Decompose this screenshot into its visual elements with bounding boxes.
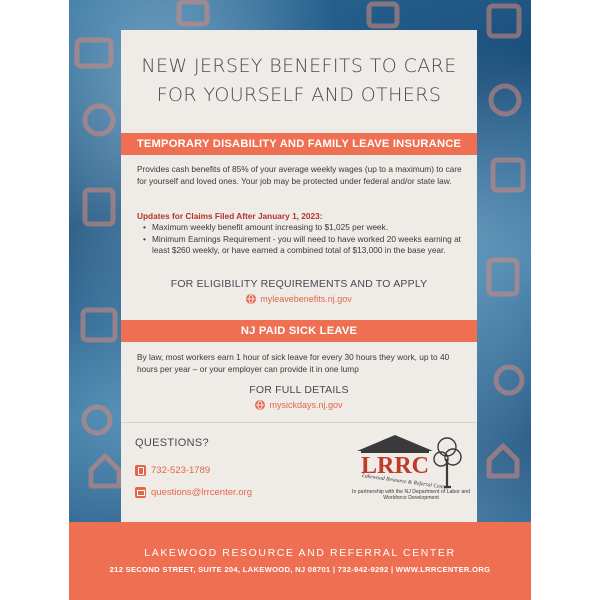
email-line[interactable] <box>135 487 252 498</box>
phone-icon <box>135 465 146 476</box>
sick-intro: By law, most workers earn 1 hour of sick leave for every 30 hours they work, up to 40 hours per year – or your employer can provide it in one lump <box>137 352 450 374</box>
flyer <box>69 0 531 600</box>
partnership-note: In partnership with the NJ Department of Labor and Workforce Development <box>352 489 470 502</box>
phone-line[interactable] <box>135 465 210 476</box>
tdi-updates-list <box>143 222 463 257</box>
footer-org-name: LAKEWOOD RESOURCE AND REFERRAL CENTER <box>144 547 456 559</box>
contact-section <box>121 422 477 522</box>
tdi-cta: FOR ELIGIBILITY REQUIREMENTS AND TO APPLY <box>170 278 428 290</box>
tdi-intro: Provides cash benefits of 85% of your average weekly wages (up to a maximum) to care for yourself and loved ones. Your job may be protected under federal and/or state law. <box>137 164 462 186</box>
globe-icon <box>246 294 256 304</box>
logo-subtitle: Lakewood Resource & Referral Center <box>361 472 449 492</box>
globe-icon <box>255 400 265 410</box>
title-line-1: NEW JERSEY BENEFITS TO CARE <box>141 55 457 77</box>
sick-heading: NJ PAID SICK LEAVE <box>121 320 477 342</box>
email-address[interactable]: questions@lrrcenter.org <box>151 487 252 498</box>
tdi-link[interactable] <box>121 294 477 304</box>
sick-link[interactable] <box>121 400 477 410</box>
title-line-2: FOR YOURSELF AND OTHERS <box>156 84 442 106</box>
logo-text: LRRC <box>360 453 430 479</box>
sick-cta: FOR FULL DETAILS <box>249 384 349 396</box>
footer-address: 212 SECOND STREET, SUITE 204, LAKEWOOD, NJ 08701 | 732-942-9292 | WWW.LRRCENTER.ORG <box>109 565 491 574</box>
house-tree-logo <box>317 429 467 519</box>
footer <box>69 522 531 600</box>
tdi-link-text[interactable]: myleavebenefits.nj.gov <box>260 294 352 304</box>
tdi-updates-heading: Updates for Claims Filed After January 1, 2023: <box>137 211 323 221</box>
sick-link-text[interactable]: mysickdays.nj.gov <box>269 400 343 410</box>
tdi-heading: TEMPORARY DISABILITY AND FAMILY LEAVE INSURANCE <box>121 133 477 155</box>
list-item: • Minimum Earnings Requirement - you will need to have worked 20 weeks earning at least $260 weekly, or have earned a combined total of $13,000 in the base year. <box>143 234 463 257</box>
list-item: • Maximum weekly benefit amount increasing to $1,025 per week. <box>143 222 463 234</box>
questions-heading: QUESTIONS? <box>135 437 209 449</box>
benefits-card <box>121 30 477 422</box>
page-title <box>121 52 477 110</box>
phone-number[interactable]: 732-523-1789 <box>151 465 211 476</box>
email-icon <box>135 487 146 498</box>
